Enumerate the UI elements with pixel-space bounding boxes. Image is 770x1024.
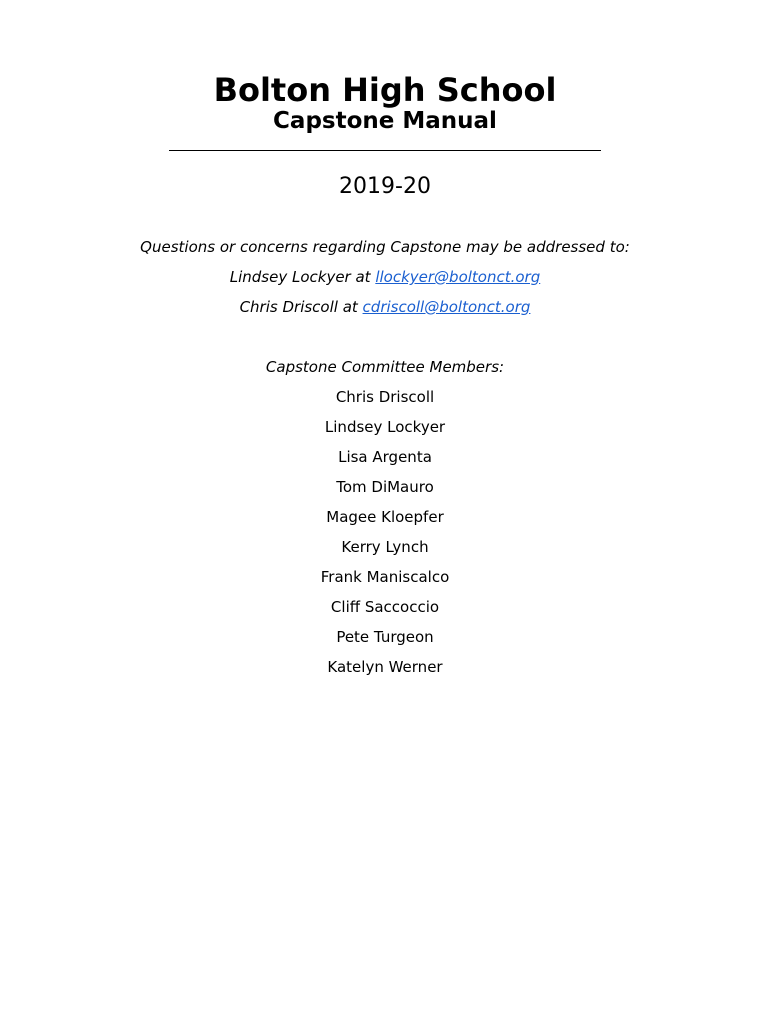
- committee-member: Chris Driscoll: [335, 388, 435, 406]
- contact-line-driscoll: [0, 297, 770, 317]
- school-name: Bolton High School: [213, 71, 557, 109]
- committee-member: Cliff Saccoccio: [330, 598, 440, 616]
- committee-member: Tom DiMauro: [336, 478, 434, 496]
- committee-member: Katelyn Werner: [327, 658, 443, 676]
- committee-member: Pete Turgeon: [336, 628, 434, 646]
- contact-prefix: Chris Driscoll at: [239, 298, 363, 316]
- committee-heading: Capstone Committee Members:: [265, 358, 505, 376]
- title-divider: [169, 150, 601, 151]
- contact-prefix: Lindsey Lockyer at: [229, 268, 376, 286]
- email-link-driscoll[interactable]: cdriscoll@boltonct.org: [362, 298, 531, 316]
- contact-line-lockyer: [0, 267, 770, 287]
- email-link-lockyer[interactable]: llockyer@boltonct.org: [375, 268, 541, 286]
- contact-intro: Questions or concerns regarding Capstone may be addressed to:: [140, 238, 630, 256]
- committee-member: Magee Kloepfer: [326, 508, 444, 526]
- committee-member: Kerry Lynch: [341, 538, 429, 556]
- committee-member: Lisa Argenta: [338, 448, 432, 466]
- committee-member: Frank Maniscalco: [320, 568, 450, 586]
- document-title: Capstone Manual: [273, 108, 497, 134]
- school-year: 2019-20: [339, 174, 431, 199]
- committee-member: Lindsey Lockyer: [324, 418, 446, 436]
